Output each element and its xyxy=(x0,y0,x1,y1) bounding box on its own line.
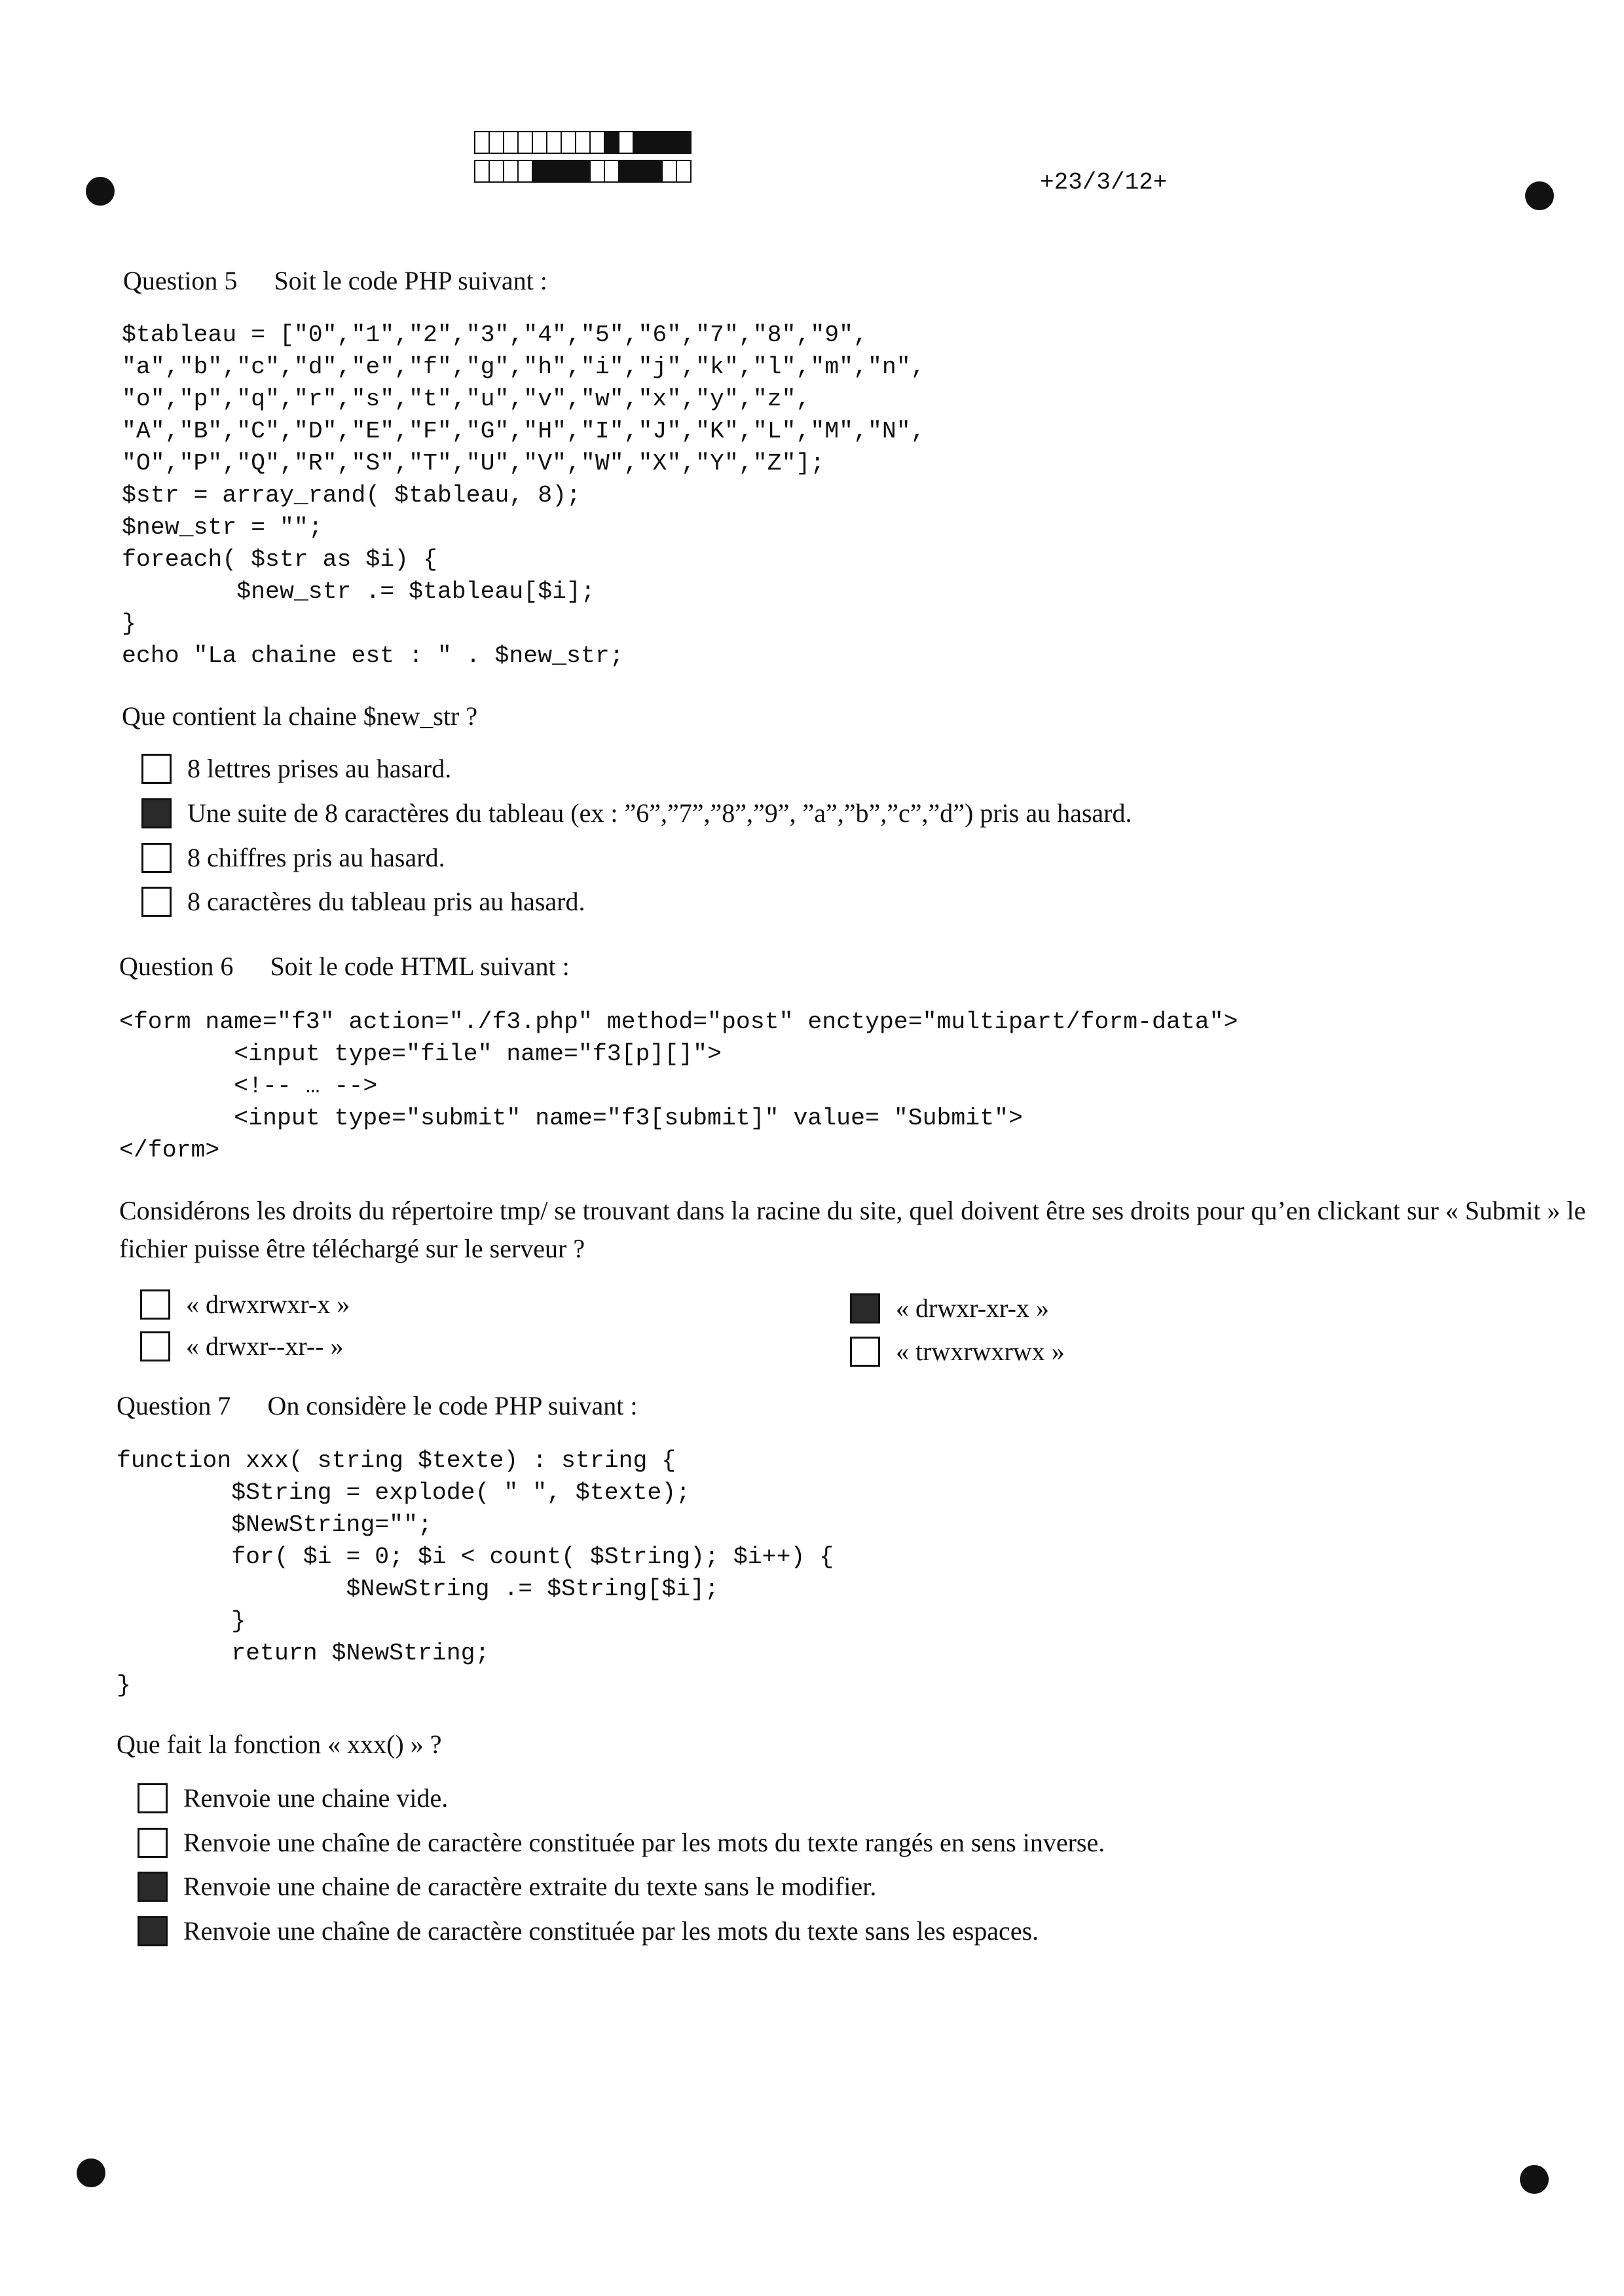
question-prompt: Que contient la chaine $new_str ? xyxy=(122,701,478,731)
answer-option[interactable] xyxy=(138,1871,876,1902)
barcode-cell xyxy=(633,160,648,183)
answer-label: « trwxrwxrwx » xyxy=(896,1337,1065,1366)
question-label: Question 7 xyxy=(117,1391,231,1420)
barcode-cell xyxy=(604,131,619,154)
html-code-block: <form name="f3" action="./f3.php" method="post" enctype="multipart/form-data"> <input type="file" name="f3[p][]"> <!-- … --> <input type="submit" name="f3[submit]" value= "Submit"> </form> xyxy=(119,1009,1238,1164)
checkbox[interactable] xyxy=(850,1337,880,1367)
answer-label: « drwxrwxr-x » xyxy=(186,1289,350,1319)
barcode-cell xyxy=(489,131,504,154)
barcode-cell xyxy=(489,160,504,183)
answer-option[interactable] xyxy=(850,1293,1049,1324)
answer-label: « drwxr--xr-- » xyxy=(186,1331,344,1361)
answer-option[interactable] xyxy=(140,1289,350,1320)
answer-label: « drwxr-xr-x » xyxy=(896,1293,1049,1323)
barcode-cell xyxy=(517,131,533,154)
answer-option[interactable] xyxy=(138,1916,1039,1946)
answer-label: 8 chiffres pris au hasard. xyxy=(187,843,445,872)
checkbox[interactable] xyxy=(141,843,172,873)
barcode-cell xyxy=(604,160,619,183)
barcode-cell xyxy=(676,131,692,154)
barcode-cell xyxy=(633,131,648,154)
barcode-cell xyxy=(661,160,677,183)
question-prompt: Considérons les droits du répertoire tmp/ se trouvant dans la racine du site, quel doivent être ses droits pour qu’en clickant sur « Submit » le fichier puisse être téléchargé sur le serveur ? xyxy=(119,1196,1586,1263)
question-intro: Soit le code PHP suivant : xyxy=(274,266,547,295)
corner-mark-bottom-left xyxy=(77,2158,105,2187)
barcode-cell xyxy=(503,160,519,183)
barcode-cell xyxy=(474,131,490,154)
barcode-cell xyxy=(618,160,634,183)
checkbox[interactable] xyxy=(138,1872,168,1902)
barcode-cell xyxy=(647,131,663,154)
answer-label: 8 lettres prises au hasard. xyxy=(187,754,452,783)
barcode-cell xyxy=(532,131,547,154)
question-prompt: Que fait la fonction « xxx() » ? xyxy=(117,1730,442,1759)
question-7-heading xyxy=(117,1390,638,1421)
barcode-cell xyxy=(589,160,605,183)
question-intro: Soit le code HTML suivant : xyxy=(270,952,570,981)
question-5-heading xyxy=(123,265,547,296)
barcode-cell xyxy=(589,131,605,154)
checkbox[interactable] xyxy=(141,887,172,917)
answer-option[interactable] xyxy=(141,842,445,873)
checkbox[interactable] xyxy=(138,1783,168,1813)
checkbox[interactable] xyxy=(850,1293,880,1324)
barcode-cell xyxy=(546,160,562,183)
barcode-bottom-row xyxy=(474,160,690,183)
corner-mark-bottom-right xyxy=(1520,2165,1549,2194)
barcode-cell xyxy=(561,160,576,183)
answer-option[interactable] xyxy=(140,1331,344,1361)
barcode-cell xyxy=(517,160,533,183)
barcode-cell xyxy=(676,160,692,183)
answer-option[interactable] xyxy=(138,1783,448,1813)
checkbox[interactable] xyxy=(140,1289,170,1320)
barcode-cell xyxy=(575,131,591,154)
checkbox[interactable] xyxy=(138,1916,168,1946)
question-intro: On considère le code PHP suivant : xyxy=(267,1391,638,1420)
question-label: Question 5 xyxy=(123,266,238,295)
checkbox[interactable] xyxy=(140,1331,170,1361)
corner-mark-top-left xyxy=(86,177,115,206)
checkbox[interactable] xyxy=(138,1828,168,1858)
php-code-block: function xxx( string $texte) : string { $String = explode( " ", $texte); $NewString=""; for( $i = 0; $i < count( $String); $i++) { $NewString .= $String[$i]; } return $NewString; } xyxy=(117,1447,834,1699)
question-label: Question 6 xyxy=(119,952,234,981)
answer-label: Renvoie une chaine vide. xyxy=(183,1783,449,1813)
answer-option[interactable] xyxy=(141,886,585,917)
php-code-block: $tableau = ["0","1","2","3","4","5","6","7","8","9", "a","b","c","d","e","f","g","h","i","j","k","l","m","n", "o","p","q","r","s","t","u","v","w","x","y","z", "A","B","C","D","E","F","G","H","I","J","K","L","M","N", "O","P","Q","R","S","T","U","V","W","X","Y","Z"]; $str = array_rand( $tableau, 8); $new_str = ""; foreach( $str as $i) { $new_str .= $tableau[$i]; } echo "La chaine est : " . $new_str; xyxy=(122,322,925,669)
barcode-cell xyxy=(661,131,677,154)
answer-option[interactable] xyxy=(138,1827,1105,1858)
answer-label: Renvoie une chaîne de caractère constituée par les mots du texte sans les espaces. xyxy=(183,1916,1039,1946)
barcode-cell xyxy=(618,131,634,154)
question-6-heading xyxy=(119,951,570,982)
page-identifier: +23/3/12+ xyxy=(1040,169,1168,196)
checkbox[interactable] xyxy=(141,798,172,828)
barcode-cell xyxy=(474,160,490,183)
answer-label: 8 caractères du tableau pris au hasard. xyxy=(187,887,585,916)
barcode-cell xyxy=(546,131,562,154)
barcode-cell xyxy=(532,160,547,183)
corner-mark-top-right xyxy=(1525,181,1554,210)
answer-label: Renvoie une chaîne de caractère constituée par les mots du texte rangés en sens inverse. xyxy=(183,1828,1105,1857)
barcode-top-row xyxy=(474,131,690,154)
barcode-cell xyxy=(575,160,591,183)
answer-label: Une suite de 8 caractères du tableau (ex : ”6”,”7”,”8”,”9”, ”a”,”b”,”c”,”d”) pris au hasard. xyxy=(187,798,1132,828)
answer-option[interactable] xyxy=(141,798,1132,828)
checkbox[interactable] xyxy=(141,754,172,784)
answer-label: Renvoie une chaine de caractère extraite du texte sans le modifier. xyxy=(183,1872,877,1901)
barcode-cell xyxy=(647,160,663,183)
answer-option[interactable] xyxy=(850,1336,1065,1367)
barcode-cell xyxy=(561,131,576,154)
barcode-cell xyxy=(503,131,519,154)
answer-option[interactable] xyxy=(141,753,451,784)
